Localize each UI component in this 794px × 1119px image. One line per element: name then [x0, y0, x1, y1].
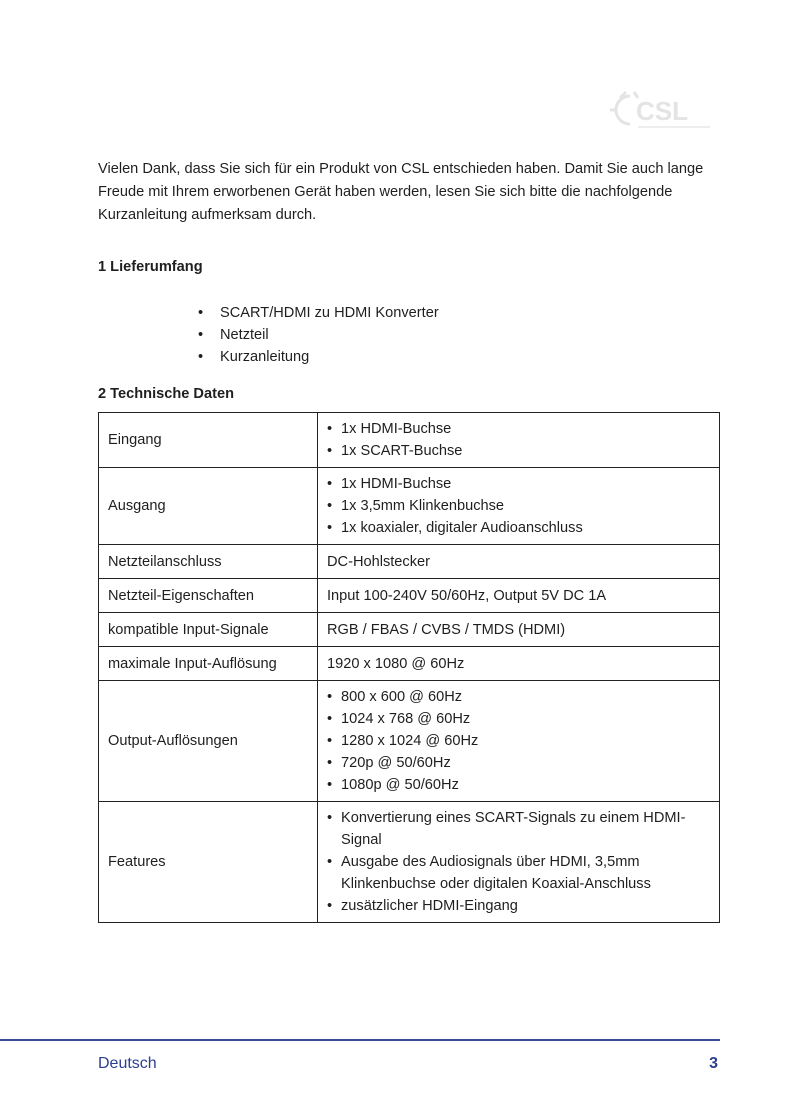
- row-label: Netzteilanschluss: [99, 545, 318, 579]
- table-row: [99, 681, 720, 802]
- value-item: • Ausgabe des Audiosignals über HDMI, 3,5mm Klinkenbuchse oder digitalen Koaxial-Anschluss: [327, 851, 710, 895]
- row-value: [318, 413, 720, 468]
- value-item: • 720p @ 50/60Hz: [327, 752, 710, 774]
- csl-logo: [608, 88, 714, 132]
- value-item: • zusätzlicher HDMI-Eingang: [327, 895, 710, 917]
- row-label: Netzteil-Eigenschaften: [99, 579, 318, 613]
- row-label: kompatible Input-Signale: [99, 613, 318, 647]
- value-item: • Konvertierung eines SCART-Signals zu einem HDMI-Signal: [327, 807, 710, 851]
- bullet-icon: •: [198, 327, 204, 343]
- logo-text: CSL: [636, 96, 688, 126]
- value-item: • 1x 3,5mm Klinkenbuchse: [327, 495, 710, 517]
- value-item: • 1280 x 1024 @ 60Hz: [327, 730, 710, 752]
- row-label: Ausgang: [99, 468, 318, 545]
- scope-list: [198, 302, 439, 368]
- section-heading-lieferumfang: 1 Lieferumfang: [98, 259, 203, 275]
- value-item: • 1x SCART-Buchse: [327, 440, 710, 462]
- value-item: • 1x HDMI-Buchse: [327, 418, 710, 440]
- value-item: • 1x HDMI-Buchse: [327, 473, 710, 495]
- table-row: [99, 647, 720, 681]
- intro-paragraph: Vielen Dank, dass Sie sich für ein Produkt von CSL entschieden haben. Damit Sie auch lange Freude mit Ihrem erworbenen Gerät haben werden, lesen Sie sich bitte die nachfolgende Kurzanleitung aufmerksam durch.: [98, 161, 704, 223]
- row-label: maximale Input-Auflösung: [99, 647, 318, 681]
- table-row: [99, 413, 720, 468]
- table-row: [99, 613, 720, 647]
- row-value: 1920 x 1080 @ 60Hz: [318, 647, 720, 681]
- spec-table: [98, 412, 720, 923]
- row-label: Output-Auflösungen: [99, 681, 318, 802]
- table-row: [99, 802, 720, 923]
- value-item: • 1x koaxialer, digitaler Audioanschluss: [327, 517, 710, 539]
- row-value: Input 100-240V 50/60Hz, Output 5V DC 1A: [318, 579, 720, 613]
- footer-divider: [0, 1039, 720, 1041]
- row-value: [318, 802, 720, 923]
- bullet-icon: •: [198, 349, 204, 365]
- row-label: Eingang: [99, 413, 318, 468]
- section-heading-technische-daten: 2 Technische Daten: [98, 386, 234, 402]
- row-label: Features: [99, 802, 318, 923]
- table-row: [99, 545, 720, 579]
- row-value: RGB / FBAS / CVBS / TMDS (HDMI): [318, 613, 720, 647]
- list-item: • Kurzanleitung: [218, 346, 439, 368]
- value-item: • 1080p @ 50/60Hz: [327, 774, 710, 796]
- value-item: • 1024 x 768 @ 60Hz: [327, 708, 710, 730]
- row-value: [318, 681, 720, 802]
- list-item: • SCART/HDMI zu HDMI Konverter: [218, 302, 439, 324]
- value-item: • 800 x 600 @ 60Hz: [327, 686, 710, 708]
- table-row: [99, 468, 720, 545]
- footer-language: Deutsch: [98, 1055, 157, 1072]
- list-item: • Netzteil: [218, 324, 439, 346]
- bullet-icon: •: [198, 305, 204, 321]
- page-number: 3: [709, 1055, 718, 1072]
- row-value: DC-Hohlstecker: [318, 545, 720, 579]
- row-value: [318, 468, 720, 545]
- table-row: [99, 579, 720, 613]
